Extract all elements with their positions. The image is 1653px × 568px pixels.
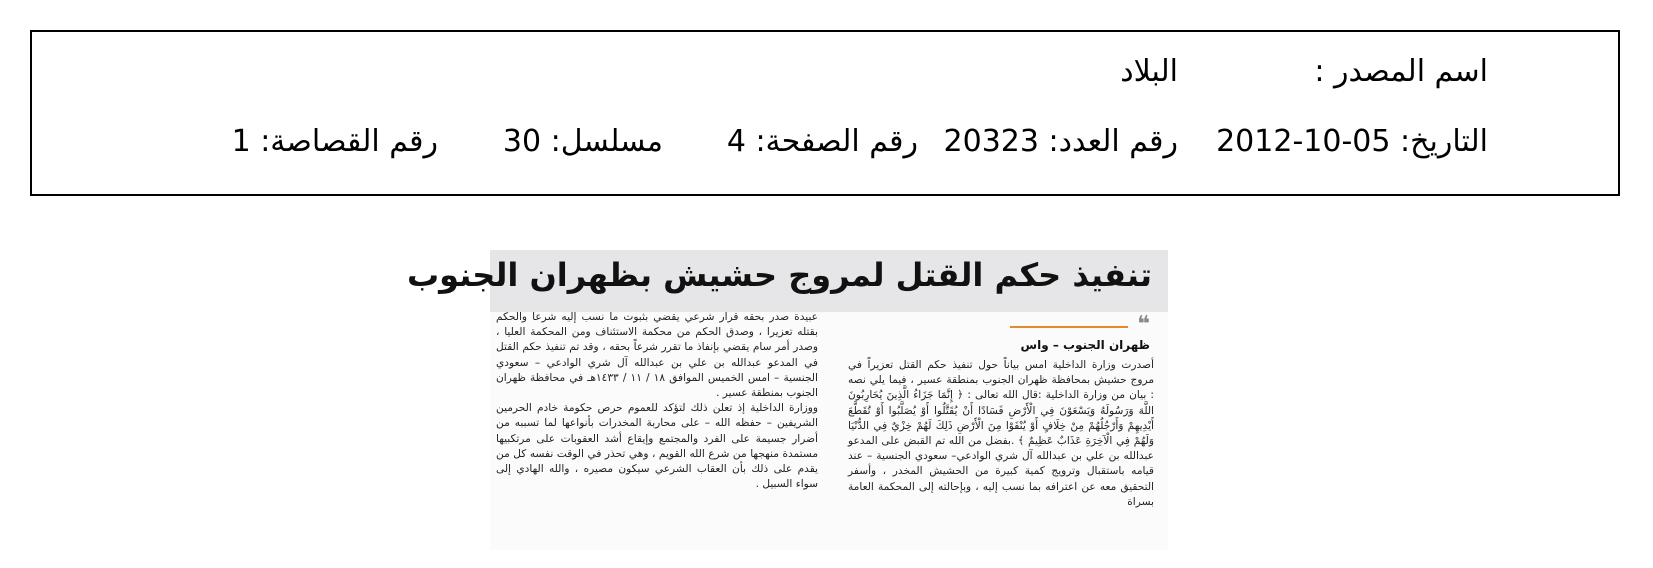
source-label: اسم المصدر : <box>1314 54 1488 89</box>
date-field: التاريخ: 05-10-2012 <box>1216 124 1488 159</box>
source-value: البلاد <box>1120 54 1178 89</box>
left-column-paragraph-2: ووزارة الداخلية إذ تعلن ذلك لتؤكد للعموم حرص حكومة خادم الحرمين الشريفين – حفظه الله – على محاربة المخدرات بأنواعها لما تسببه من أضرار جسيمة على الفرد والمجتمع وإيقاع أشد العقوبات على مرتكبيها مستمدة منهجها من شرع الله القويم ، وهي تحذر في الوقت نفسه كل من يقدم على ذلك بأن العقاب الشرعي سيكون مصيره ، والله الهادي إلى سواء السبيل . <box>496 402 818 491</box>
quote-mark-icon: ❝ <box>1137 312 1150 337</box>
page-number-field: رقم الصفحة: 4 <box>726 124 918 159</box>
left-column-paragraph-1: عبيدة صدر بحقه قرار شرعي يقضي بثبوت ما نسب إليه شرعا والحكم بقتله تعزيرا ، وصدق الحكم من محكمة الاستئناف ومن المحكمة العليا ، وصدر أمر سام يقضي بإنفاذ ما تقرر شرعاً بحقه ، وقد تم تنفيذ حكم القتل في المدعو عبدالله بن علي بن عبدالله آل شري الوادعي – سعودي الجنسية – امس الخميس الموافق ١٨ / ١١ / ١٤٣٣هـ في محافظة ظهران الجنوب بمنطقة عسير . <box>496 311 818 400</box>
accent-divider <box>1010 326 1128 328</box>
right-column <box>848 358 1154 510</box>
header-box <box>30 30 1620 196</box>
headline: تنفيذ حكم القتل لمروج حشيش بظهران الجنوب <box>407 256 1152 294</box>
left-column <box>496 310 818 492</box>
headline-band <box>407 250 1168 312</box>
serial-field: مسلسل: 30 <box>502 124 663 159</box>
clip-number-field: رقم القصاصة: 1 <box>231 124 438 159</box>
newspaper-clipping <box>407 250 1168 550</box>
byline: ظهران الجنوب – واس <box>1020 338 1150 352</box>
right-column-text: أصدرت وزارة الداخلية امس بياناً حول تنفيذ حكم القتل تعزيراً في مروج حشيش بمحافظة ظهران الجنوب بمنطقة عسير ، فيما يلي نصه : بيان من وزارة الداخلية :قال الله تعالى : ﴿ إِنَّمَا جَزَاءُ الَّذِينَ يُحَارِبُونَ اللَّهَ وَرَسُولَهُ وَيَسْعَوْنَ فِي الْأَرْضِ فَسَادًا أَنْ يُقَتَّلُوا أَوْ يُصَلَّبُوا أَوْ تُقَطَّعَ أَيْدِيهِمْ وَأَرْجُلُهُمْ مِنْ خِلَافٍ أَوْ يُنْفَوْا مِنَ الْأَرْضِ ذَلِكَ لَهُمْ خِزْيٌ فِي الدُّنْيَا وَلَهُمْ فِي الْآخِرَةِ عَذَابٌ عَظِيمٌ ﴾ .بفضل من الله تم القبض على المدعو عبدالله بن علي بن عبدالله آل شري الوادعي– سعودي الجنسية – عند قيامه باستقبال وترويج كمية كبيرة من الحشيش المخدر ، وأسفر التحقيق معه عن اعترافه بما نسب إليه ، وبإحالته إلى المحكمة العامة بسراة <box>848 359 1154 508</box>
issue-number-field: رقم العدد: 20323 <box>943 124 1178 159</box>
